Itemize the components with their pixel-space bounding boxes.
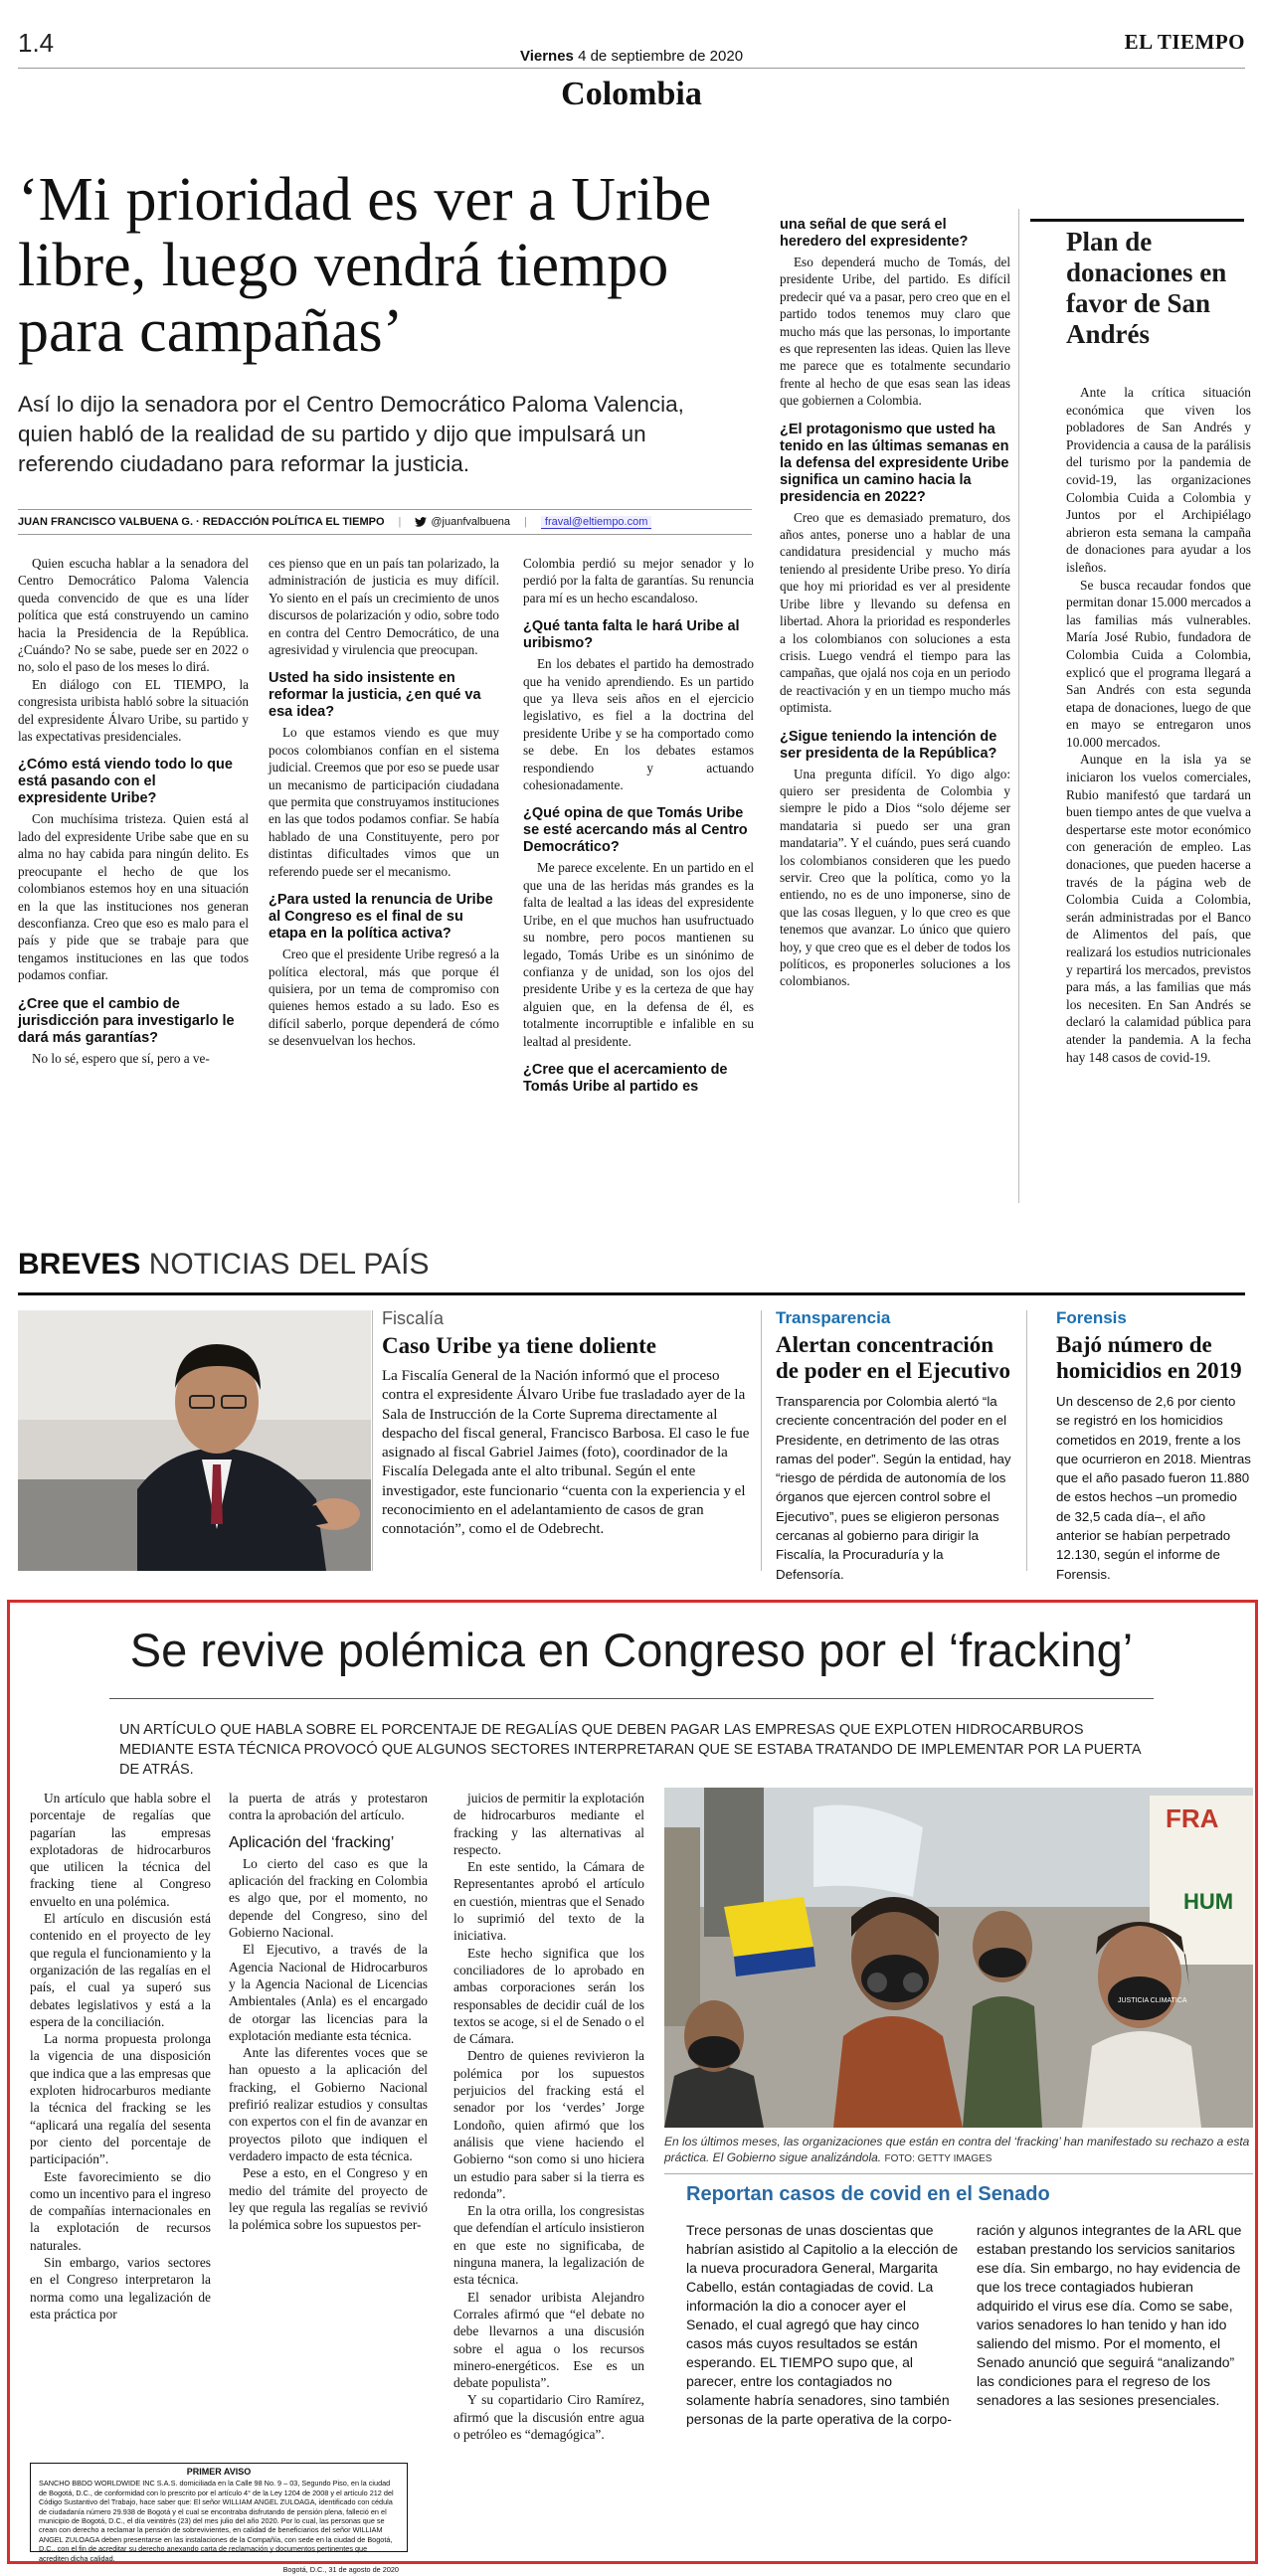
breve-divider-2: [761, 1310, 762, 1571]
fracking-deck: UN ARTÍCULO QUE HABLA SOBRE EL PORCENTAJE DE REGALÍAS QUE DEBEN PAGAR LAS EMPRESAS QUE EXPLOTEN HIDROCARBUROS MEDIANTE ESTA TÉCNICA PROVOCÓ QUE ALGUNOS SECTORES INTERPRETARAN QUE SE ESTABA TRATANDO DE IMPLEMENTAR POR LA PUERTA DE ATRÁS.: [119, 1722, 1141, 1778]
byline-separator-2: |: [524, 516, 527, 528]
breve-tag: Transparencia: [776, 1308, 891, 1327]
paragraph: Un artículo que habla sobre el porcentaje de regalías que pagarían las empresas explotadoras de hidrocarburos que utilicen la técnica del fracking tiene al Congreso envuelto en una polémica.: [30, 1791, 211, 1909]
paragraph: Pese a esto, en el Congreso y en medio del trámite del proyecto de ley que regula las regalías se revivió la polémica sobre los supuestos per-: [229, 2165, 428, 2233]
photo-caption: [664, 2134, 1253, 2167]
byline-bar: [18, 509, 752, 535]
paragraph: En los debates el partido ha demostrado que ha venido aprendiendo. Es un partido que ya lleva seis años en el ejercicio legislativo, es fiel a la doctrina del presidente Uribe y se ha comportado como se debe. En los debates estamos respondiendo y actuando cohesionadamente.: [523, 656, 754, 793]
twitter-icon: [415, 517, 427, 527]
photo-fracking-protest: [664, 1788, 1253, 2128]
covid-column-2: ración y algunos integrantes de la ARL que estaban prestando los servicios sanitarios ese día. Sin embargo, no hay evidencia de que los trece contagiados hubieran adquirido el virus ese día. Como se sabe, varios senadores lo han tenido y han ido saliendo del mismo. Por el momento, el Senado anunció que seguirá “analizando” las condiciones para el regreso de los senadores a las sesiones presenciales.: [977, 2222, 1242, 2408]
page-number: 1.4: [18, 28, 55, 58]
paragraph: Dentro de quienes revivieron la polémica por los supuestos perjuicios del fracking está el senador por los ‘verdes’ Jorge Londoño, quien afirmó que los análisis que viene haciendo el Gobierno “son como si uno hiciera un estudio para saber si la tierra es redonda”.: [453, 2048, 644, 2201]
main-column-1: [18, 555, 249, 1067]
paragraph: la puerta de atrás y protestaron contra la aprobación del artículo.: [229, 1791, 428, 1823]
paragraph: Sin embargo, varios sectores en el Congreso interpretaron la norma como una legalización de esta práctica por: [30, 2255, 211, 2321]
breve-transparencia: [776, 1308, 1012, 1584]
breve-divider-3: [1026, 1310, 1027, 1571]
question-subhead: ¿Para usted la renuncia de Uribe al Congreso es el final de su etapa en la política activa?: [269, 892, 493, 943]
breve-title: Bajó número de homicidios en 2019: [1056, 1332, 1242, 1383]
paragraph: El artículo en discusión está contenido en el proyecto de ley que regula el funcionamiento y la organización de las regalías en el país, el cual ya superó sus debates legislativos y está a la espera de la conciliación.: [30, 1911, 211, 2029]
legal-notice: [30, 2463, 408, 2575]
paragraph: Este favorecimiento se dio como un incentivo para el ingreso de compañías internacionales en la explotación de recursos naturales.: [30, 2168, 211, 2253]
question-subhead: ¿Sigue teniendo la intención de ser presidenta de la República?: [780, 728, 997, 762]
breves-header: [18, 1248, 429, 1282]
column-divider: [1018, 209, 1019, 1203]
newspaper-brand: EL TIEMPO: [1124, 30, 1245, 54]
protest-sign-text-2: HUM: [1183, 1889, 1234, 1914]
paragraph: ces pienso que en un país tan polarizado, la administración de justicia es muy difícil. Yo siento en el país un crecimiento de unos discursos de polarización y odio, sobre todo en contra del Centro Democrático, de una agresividad y virulencia que preocupan.: [269, 556, 499, 658]
breve-tag: Fiscalía: [382, 1308, 445, 1328]
paragraph: En este sentido, la Cámara de Representantes aprobó el artículo en cuestión, mientras que el Senado lo suprimió del texto de la iniciativa.: [453, 1859, 644, 1944]
breve-forensis: [1056, 1308, 1251, 1584]
main-deck: Así lo dijo la senadora por el Centro Democrático Paloma Valencia, quien habló de la realidad de su partido y dijo que impulsará un referendo ciudadano para reformar la justicia.: [18, 392, 684, 476]
paragraph: Lo cierto del caso es que la aplicación del fracking en Colombia es algo que, por el momento, no depende del Congreso, sino del Gobierno Nacional.: [229, 1855, 428, 1941]
byline-separator: |: [398, 516, 402, 528]
twitter-handle[interactable]: [415, 516, 510, 528]
twitter-handle-text: @juanfvalbuena: [431, 516, 511, 528]
paragraph: La norma propuesta prolonga la vigencia de una disposición que indica que a las empresas que exploten hidrocarburos mediante la técnica del fracking se les “aplicará una regalía del sesenta por ciento del porcentaje de participación”.: [30, 2031, 211, 2167]
breve-fiscalia: [382, 1308, 750, 1540]
question-subhead: ¿Qué tanta falta le hará Uribe al uribismo?: [523, 618, 740, 652]
paragraph: En diálogo con EL TIEMPO, la congresista uribista habló sobre la situación del expresidente Álvaro Uribe, su partido y las expectativas presidenciales.: [18, 676, 249, 745]
breves-label-rest: NOTICIAS DEL PAÍS: [148, 1248, 430, 1281]
main-headline: ‘Mi prioridad es ver a Uribe libre, luego vendrá tiempo para campañas’: [18, 166, 712, 365]
paragraph: Creo que el presidente Uribe regresó a la política electoral, más que porque él quisiera, por un tema de compromiso con quienes hemos estado a su lado. Eso es difícil saberlo, porque dependerá de cómo se desenvuelvan los hechos.: [269, 946, 499, 1049]
breve-divider-1: [372, 1310, 373, 1571]
paragraph: Una pregunta difícil. Yo digo algo: quiero ser presidenta de Colombia y siempre le pido a Dios “solo déjeme ser mandataria si puedo ser una gran mandataria”. Y el cuándo, pues será cuando los colombianos consideren que les puedo servir. Creo que la política, como yo la entiendo, no es de uno imponerse, sino de que las cosas lleguen, y lo que creo es que tenemos que avanzar. Lo único que quiero hoy, y que creo que es el deber de todos los políticos, es proponerles soluciones a los colombianos.: [780, 766, 1010, 989]
mask-text: JUSTICIA CLIMATICA: [1118, 1997, 1187, 2004]
paragraph: juicios de permitir la explotación de hidrocarburos mediante el fracking y las alternativas al respecto.: [453, 1791, 644, 1857]
main-column-2: [269, 555, 499, 1050]
question-subhead: una señal de que será el heredero del expresidente?: [780, 217, 969, 250]
paragraph: Ante las diferentes voces que se han opuesto a la aplicación del fracking, el Gobierno Nacional prefirió realizar estudios y consultas con expertos con el fin de avanzar en proyectos piloto que indiquen el verdadero impacto de esta técnica.: [229, 2045, 428, 2163]
masthead-rule: [18, 68, 1245, 69]
paragraph: Creo que es demasiado prematuro, dos años antes, ponerse uno a hablar de una candidatura presidencial y mucho más teniendo al presidente Uribe preso. Yo diría que hoy mi prioridad es ver al presidente Uribe libre y llevando su defensa en libertad. Ahora la prioridad es responderles a los colombianos con soluciones a esta crisis. Luego vendrá el tiempo para las campañas, que ojalá nos coja en un periodo de reactivación y en un tiempo mucho más optimista.: [780, 509, 1010, 716]
legal-notice-date: Bogotá, D.C., 31 de agosto de 2020: [282, 2565, 399, 2575]
question-subhead: Aplicación del ‘fracking’: [229, 1833, 395, 1851]
sidebar-title: Plan de donaciones en favor de San Andrés: [1066, 227, 1227, 349]
question-subhead: ¿El protagonismo que usted ha tenido en las últimas semanas en la defensa del expresidente Uribe significa un camino hacia la presidencia en 2022?: [780, 421, 1009, 505]
paragraph: Este hecho significa que los conciliadores de lo aprobado en ambas corporaciones serán los responsables de decidir cuál de los textos se acoge, si el de Senado o el de Cámara.: [453, 1945, 644, 2047]
fracking-column-3: [453, 1790, 644, 2443]
protest-sign-text-1: FRA: [1166, 1803, 1219, 1833]
covid-column-1: Trece personas de unas doscientas que habrían asistido al Capitolio a la elección de la nueva procuradora General, Margarita Cabello, están contagiadas de covid. La información la dio a conocer ayer el Senado, el cual agregó que hay cinco casos más cuyos resultados se están esperando. EL TIEMPO supo que, al parecer, entre los contagiados no solamente habría senadores, sino también personas de la parte operativa de la corpo-: [686, 2222, 959, 2427]
covid-rule: [664, 2173, 1253, 2174]
question-subhead: ¿Cómo está viendo todo lo que está pasando con el expresidente Uribe?: [18, 757, 233, 807]
dateline: [0, 48, 1263, 65]
breves-label-bold: BREVES: [18, 1248, 141, 1281]
question-subhead: ¿Cree que el acercamiento de Tomás Uribe al partido es: [523, 1061, 728, 1095]
dateline-date: 4 de septiembre de 2020: [578, 48, 744, 65]
paragraph: En la otra orilla, los congresistas que defendían el artículo insistieron en que este no significaba, de ninguna manera, la legalización de esta técnica.: [453, 2203, 644, 2288]
main-column-4: [780, 217, 1010, 990]
paragraph: Y su copartidario Ciro Ramírez, afirmó que la discusión entre agua o petróleo es “demagógica”.: [453, 2392, 644, 2442]
breve-body: Un descenso de 2,6 por ciento se registró en los homicidios cometidos en 2019, frente a los que ocurrieron en 2018. Mientras que el año pasado fueron 11.880 de estos hechos –un promedio de 32,5 cada día–, el año anterior se habían perpetrado 12.130, según el informe de Forensis.: [1056, 1394, 1251, 1582]
photo-fiscal-gabriel-jaimes: [18, 1310, 371, 1571]
photo-caption-text: En los últimos meses, las organizaciones que están en contra del ‘fracking’ han manifestado su rechazo a esta práctica. El Gobierno sigue analizándola.: [664, 2135, 1250, 2164]
main-column-3: [523, 555, 754, 1099]
paragraph: Quien escucha hablar a la senadora del Centro Democrático Paloma Valencia queda convencido de que es una líder política que está construyendo un camino hacia la Presidencia de la República. ¿Cuándo? No se sabe, puede ser en 2022 o no, solo el paso de los meses lo dirá.: [18, 556, 249, 675]
legal-notice-title: PRIMER AVISO: [186, 2467, 252, 2477]
paragraph: Con muchísima tristeza. Quien está al lado del expresidente Uribe sabe que en su alma no hay cabida para ningún delito. Es preocupante el hecho de que los colombianos estemos hoy en una situación en la que las instituciones nos generan desconfianza. Creo que eso es malo para el país y pide que se trabaje para que tengamos instituciones en las que todos podamos confiar.: [18, 811, 249, 983]
paragraph: El Ejecutivo, a través de la Agencia Nacional de Hidrocarburos y la Agencia Nacional de Licencias Ambientales (Anla) es el encargado de otorgar las licencias para la explotación mediante esta técnica.: [229, 1942, 428, 2043]
fracking-rule: [109, 1698, 1154, 1699]
sidebar-body: [1066, 384, 1251, 1066]
legal-notice-body: SANCHO BBDO WORLDWIDE INC S.A.S. domiciliada en la Calle 98 No. 9 – 03, Segundo Piso, en la ciudad de Bogotá, D.C., de conformidad con lo prescrito por el artículo 4° de la Ley 1204 de 2008 y el artículo 212 del Código Sustantivo del Trabajo, hace saber que: El señor WILLIAM ANGEL ZULOAGA, identificado con cédula de ciudadanía número 29.938 de Bogotá y el cual se encontraba disfrutando de pensión plena, falleció en el municipio de Bogotá, D.C., el día veintitrés (23) del mes julio del año 2020. Por lo cual, las personas que se crean con derecho a reclamar la pensión de sobrevivientes, en calidad de beneficiarios del señor WILLIAM ANGEL ZULOAGA deben presentarse en las instalaciones de la Compañía, con sede en la ciudad de Bogotá, D.C., con el fin de acreditar su derecho anexando carta de reclamación y documentos pertinentes que acrediten dicha calidad.: [39, 2479, 394, 2563]
breve-title: Alertan concentración de poder en el Ejecutivo: [776, 1332, 1010, 1383]
breves-rule: [18, 1292, 1245, 1295]
dateline-day: Viernes: [519, 48, 574, 65]
paragraph: No lo sé, espero que sí, pero a ve-: [32, 1050, 210, 1066]
paragraph: Eso dependerá mucho de Tomás, del presidente Uribe, del partido. Es difícil predecir qué va a pasar, pero creo que en el partido todos tenemos muy claro que mucho más que las personas, lo importante es que representen las ideas. Quien las lleve me parece que es totalmente secundario frente al hecho de que esas sean las ideas que gobiernen a Colombia.: [780, 255, 1010, 409]
byline-author: JUAN FRANCISCO VALBUENA G. · REDACCIÓN POLÍTICA EL TIEMPO: [18, 516, 385, 528]
section-title: Colombia: [561, 76, 702, 112]
question-subhead: ¿Cree que el cambio de jurisdicción para investigarlo le dará más garantías?: [18, 995, 235, 1046]
paragraph: Colombia perdió su mejor senador y lo perdió por la falta de garantías. Su renuncia para mí es un hecho escandaloso.: [523, 556, 754, 605]
breve-tag: Forensis: [1056, 1308, 1127, 1327]
covid-title: Reportan casos de covid en el Senado: [686, 2183, 1050, 2205]
paragraph: Se busca recaudar fondos que permitan donar 15.000 mercados a las familias más vulnerables. María José Rubio, fundadora de Colombia Cuida a Colombia, explicó que el programa llegará a San Andrés con esta segunda etapa de donaciones, luego de que en mayo se entregaron unos 10.000 mercados.: [1066, 577, 1251, 750]
paragraph: El senador uribista Alejandro Corrales afirmó que “el debate no debe llevarnos a una discusión sobre el agua o los recursos minero-energéticos. Ese es un debate populista”.: [453, 2289, 644, 2391]
fracking-headline: Se revive polémica en Congreso por el ‘fracking’: [129, 1624, 1134, 1676]
breve-title: Caso Uribe ya tiene doliente: [382, 1333, 656, 1358]
sidebar-rule: [1030, 219, 1244, 222]
breve-body: Transparencia por Colombia alertó “la creciente concentración del poder en el Presidente, en detrimento de las otras ramas del poder”. Según la entidad, hay “riesgo de pérdida de autonomía de los órganos que ejercen control sobre el Ejecutivo”, pues se eligieron personas cercanas al gobierno para dirigir la Fiscalía, la Procuraduría y la Defensoría.: [776, 1394, 1011, 1582]
paragraph: Ante la crítica situación económica que viven los pobladores de San Andrés y Providencia a causa de la parálisis del turismo por la pandemia de covid-19, las organizaciones Colombia Cuida a Colombia y Juntos por el Archipiélago abrieron esta semana la campaña de donaciones para ayudar a los isleños.: [1066, 385, 1251, 575]
email-link[interactable]: fraval@eltiempo.com: [541, 516, 651, 529]
breve-body: La Fiscalía General de la Nación informó que el proceso contra el expresidente Álvaro Uribe fue trasladado ayer de la Sala de Instrucción de la Corte Suprema directamente al despacho del fiscal general, Francisco Barbosa. El caso le fue asignado al fiscal Gabriel Jaimes (foto), coordinador de la Fiscalía Delegada ante el alto tribunal. Según el ente investigador, este funcionario “cuenta con la experiencia y el reconocimiento en el adelantamiento de casos de gran connotación”, como el de Odebrecht.: [382, 1368, 750, 1538]
photo-credit: FOTO: GETTY IMAGES: [884, 2153, 992, 2164]
paragraph: Me parece excelente. En un partido en el que una de las heridas más grandes es la falta de lealtad a las ideas del expresidente Uribe, en el que muchos han usufructuado su nombre, pero pocos mantienen su legado, Tomás Uribe es un sinónimo de confianza y de unidad, son los ojos del presidente Uribe y es la certeza de que hay alguien que, en la defensa de él, es totalmente incorruptible e infalible en su lealtad al presidente.: [523, 860, 754, 1049]
paragraph: Lo que estamos viendo es que muy pocos colombianos confían en el sistema judicial. Creemos que por eso se puede usar un mecanismo de participación ciudadana que permita que construyamos instituciones en las que todos podamos confiar. Se había hablado de una Constituyente, pero por distintas dificultades vimos que un referendo puede ser el mecanismo.: [269, 725, 499, 879]
paragraph: Aunque en la isla ya se iniciaron los vuelos comerciales, Rubio manifestó que tardará un buen tiempo antes de que vuelva a despertarse este motor económico con generación de empleo. Las donaciones, que pueden hacerse a través de la página web de Colombia Cuida a Colombia, serán administradas por el Banco de Alimentos del país, que realizará los estudios nutricionales y repartirá los mercados, previstos para más, a las familias que más los necesiten. En San Andrés se declaró la calamidad pública para atender la pandemia. A la fecha hay 148 casos de covid-19.: [1066, 752, 1251, 1065]
question-subhead: Usted ha sido insistente en reformar la justicia, ¿en qué va esa idea?: [269, 670, 481, 721]
question-subhead: ¿Qué opina de que Tomás Uribe se esté acercando más al Centro Democrático?: [523, 805, 748, 856]
fracking-column-1: [30, 1790, 211, 2322]
fracking-column-2: [229, 1790, 428, 2233]
